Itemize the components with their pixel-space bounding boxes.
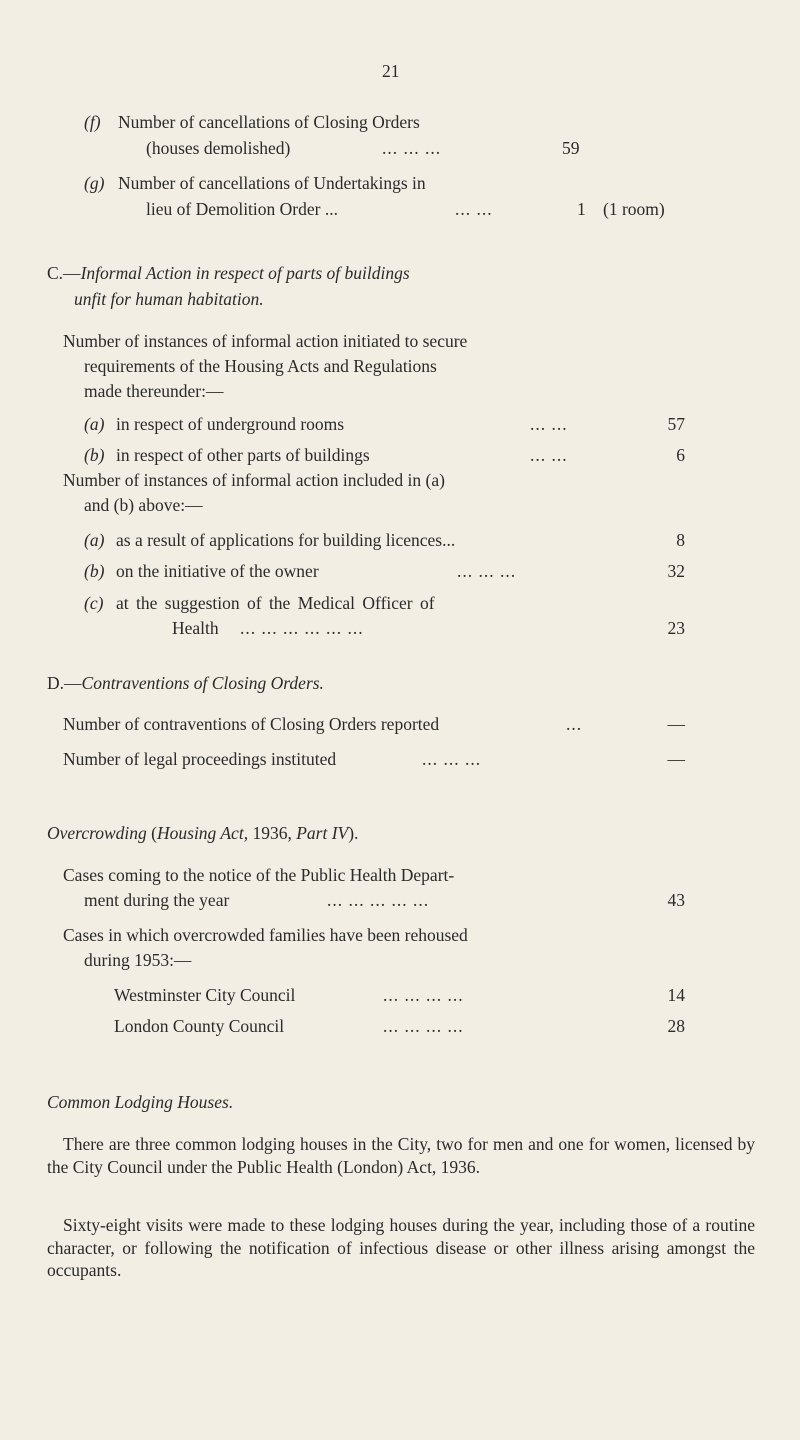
item-g-line2: lieu of Demolition Order ...	[146, 199, 338, 219]
c-included-line2: and (b) above:—	[84, 495, 203, 515]
c-a-label: in respect of underground rooms	[116, 414, 345, 434]
oc-lcc-label: London County Council	[114, 1016, 285, 1036]
c-ib-marker: (b)	[84, 561, 105, 581]
oc-cases-line2: ment during the year	[84, 890, 230, 910]
overcrowding-heading: Overcrowding (Housing Act, 1936, Part IV).	[47, 823, 359, 843]
c-ia-value: 8	[676, 530, 685, 550]
c-a-value: 57	[667, 414, 685, 434]
c-ic-dots: ... ... ... ... ... ...	[240, 618, 364, 638]
oc-wcc-label: Westminster City Council	[114, 985, 296, 1005]
item-g-marker: (g)	[84, 173, 105, 193]
c-ic-line1: at the suggestion of the Medical Officer of	[116, 593, 435, 613]
item-f-marker: (f)	[84, 112, 101, 132]
c-ib-value: 32	[667, 561, 685, 581]
item-g-dots: ... ...	[455, 199, 493, 219]
lodging-heading: Common Lodging Houses.	[47, 1092, 234, 1112]
oc-cases-value: 43	[667, 890, 685, 910]
oc-cases-dots: ... ... ... ... ...	[327, 890, 430, 910]
item-f-line1: Number of cancellations of Closing Orders	[118, 112, 420, 132]
c-a-marker: (a)	[84, 414, 105, 434]
c-b-dots: ... ...	[530, 445, 568, 465]
c-ia-label: as a result of applications for building licences...	[116, 530, 456, 550]
d-row1-dots: ...	[566, 714, 583, 734]
oc-cases-line1: Cases coming to the notice of the Public Health Depart-	[63, 865, 455, 885]
c-ib-dots: ... ... ...	[457, 561, 517, 581]
oc-lcc-value: 28	[667, 1016, 685, 1036]
c-ic-value: 23	[667, 618, 685, 638]
c-b-value: 6	[676, 445, 685, 465]
item-g-line1: Number of cancellations of Undertakings in	[118, 173, 426, 193]
d-row1-value: —	[667, 714, 685, 734]
d-row2-dots: ... ... ...	[422, 749, 482, 769]
c-ic-line2: Health	[172, 618, 219, 638]
section-c-heading: C.—Informal Action in respect of parts of buildings	[47, 263, 410, 283]
item-g-note: (1 room)	[603, 199, 665, 219]
lodging-paragraph-2: Sixty-eight visits were made to these lodging houses during the year, including those of a routine character, or following the notification of infectious disease or other illness arising amongst the occupants.	[47, 1215, 755, 1280]
section-c-intro-line1: Number of instances of informal action initiated to secure	[63, 331, 468, 351]
c-ic-marker: (c)	[84, 593, 104, 613]
section-c-intro-line2: requirements of the Housing Acts and Regulations	[84, 356, 437, 376]
oc-wcc-value: 14	[667, 985, 685, 1005]
c-b-label: in respect of other parts of buildings	[116, 445, 370, 465]
item-f-line2: (houses demolished)	[146, 138, 291, 158]
page-number: 21	[382, 61, 400, 81]
c-ib-label: on the initiative of the owner	[116, 561, 319, 581]
d-row1-label: Number of contraventions of Closing Orders reported	[63, 714, 440, 734]
section-c-heading-line2: unfit for human habitation.	[74, 289, 264, 309]
oc-rehoused-line1: Cases in which overcrowded families have been rehoused	[63, 925, 468, 945]
c-ia-marker: (a)	[84, 530, 105, 550]
oc-wcc-dots: ... ... ... ...	[383, 985, 464, 1005]
d-row2-value: —	[667, 749, 685, 769]
d-row2-label: Number of legal proceedings instituted	[63, 749, 337, 769]
lodging-paragraph-1: There are three common lodging houses in the City, two for men and one for women, licensed by the City Council under the Public Health (London) Act, 1936.	[47, 1134, 755, 1177]
item-f-dots: ... ... ...	[382, 138, 442, 158]
c-included-line1: Number of instances of informal action included in (a)	[63, 470, 445, 490]
oc-lcc-dots: ... ... ... ...	[383, 1016, 464, 1036]
section-c-intro-line3: made thereunder:—	[84, 381, 224, 401]
c-a-dots: ... ...	[530, 414, 568, 434]
section-d-heading: D.—Contraventions of Closing Orders.	[47, 673, 324, 693]
c-b-marker: (b)	[84, 445, 105, 465]
oc-rehoused-line2: during 1953:—	[84, 950, 192, 970]
item-f-value: 59	[562, 138, 580, 158]
item-g-value: 1	[577, 199, 586, 219]
